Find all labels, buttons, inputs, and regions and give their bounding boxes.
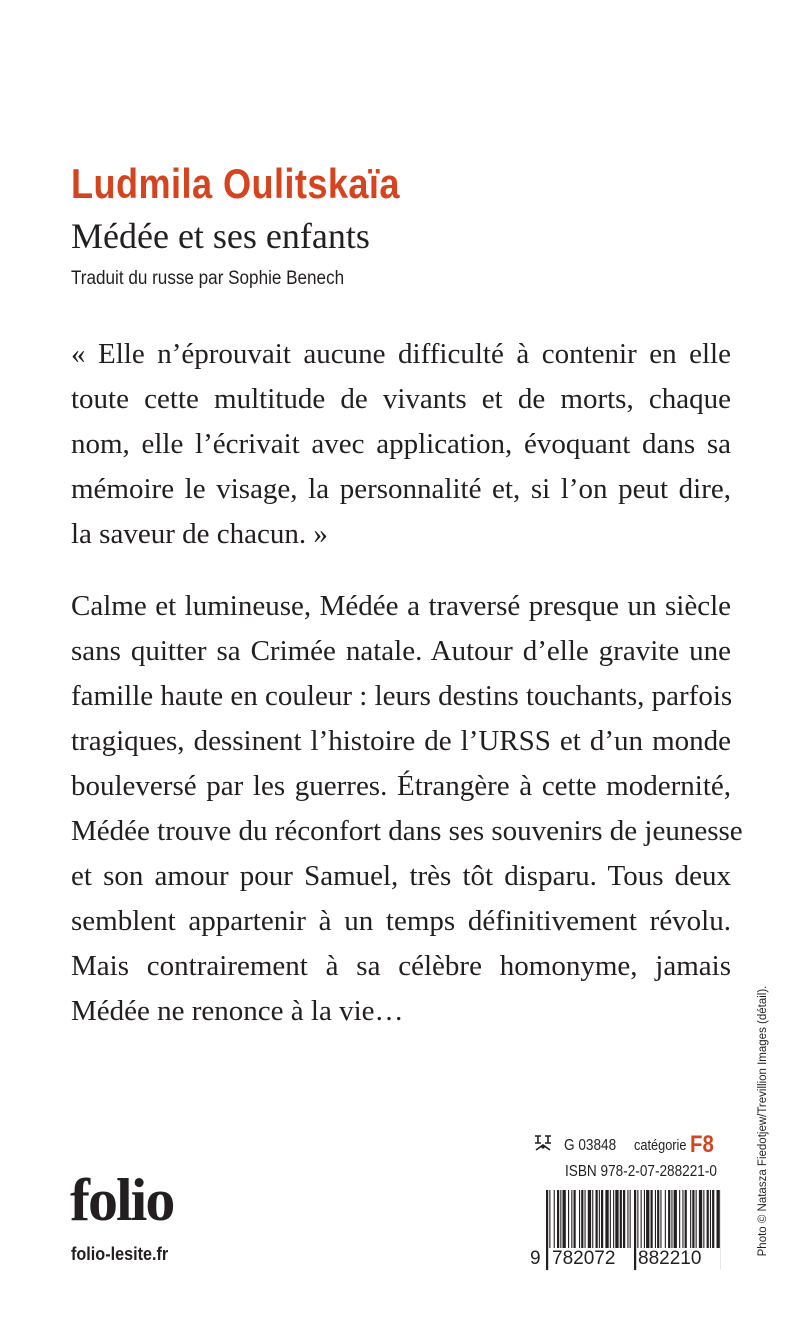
barcode-bar	[692, 1190, 694, 1248]
barcode-bar	[660, 1190, 661, 1248]
barcode-bar	[641, 1190, 642, 1248]
blurb-line: bouleversé par les guerres. Étrangère à cette modernité,	[71, 770, 731, 802]
barcode-bar	[699, 1190, 702, 1248]
blurb-line: et son amour pour Samuel, très tôt disparu. Tous deux	[71, 860, 731, 892]
barcode-bar	[549, 1190, 550, 1248]
barcode-digit-group: 882210	[638, 1248, 702, 1269]
publisher-website: folio-lesite.fr	[71, 1244, 169, 1264]
blurb-line: Médée trouve du réconfort dans ses souvenirs de jeunesse	[71, 815, 743, 847]
author-name: Ludmila Oulitskaïa	[71, 160, 400, 207]
barcode-bar	[657, 1190, 659, 1248]
barcode-bar	[592, 1190, 593, 1248]
barcode-bar	[671, 1190, 672, 1248]
barcode-bar	[579, 1190, 580, 1248]
quote-line: la saveur de chacun. »	[71, 518, 328, 550]
barcode-bar	[610, 1190, 611, 1248]
barcode-bar	[557, 1190, 559, 1248]
barcode-bar	[717, 1190, 720, 1248]
excerpt-quote	[71, 332, 731, 557]
barcode-bar	[646, 1190, 649, 1248]
barcode-bar	[571, 1190, 572, 1248]
barcode-bar	[707, 1190, 709, 1248]
barcode-bar	[630, 1190, 631, 1248]
barcode-bar	[568, 1190, 569, 1248]
barcode-bar	[554, 1190, 555, 1248]
blurb-line: semblent appartenir à un temps définitivement révolu.	[71, 905, 731, 937]
blurb-line: Mais contrairement à sa célèbre homonyme, jamais	[71, 950, 731, 982]
price-category: F8	[690, 1131, 714, 1158]
photo-credit: Photo © Natasza Fiedotjew/Trevillion Images (détail).	[757, 985, 769, 1257]
catalog-info	[530, 1130, 720, 1160]
blurb	[71, 584, 743, 1034]
barcode-bar	[588, 1190, 591, 1248]
barcode-bar	[560, 1190, 561, 1248]
folio-logo: folio	[70, 1167, 174, 1233]
catalog-code: G 03848	[564, 1137, 617, 1154]
blurb-line: sans quitter sa Crimée natale. Autour d’elle gravite une	[71, 635, 731, 667]
translator-credit: Traduit du russe par Sophie Benech	[71, 268, 345, 289]
barcode-bar	[623, 1190, 625, 1248]
barcode-digit-group: 782072	[552, 1248, 616, 1269]
barcode-bar	[679, 1190, 680, 1248]
category-label: catégorie	[634, 1137, 687, 1154]
quote-line: toute cette multitude de vivants et de morts, chaque	[71, 383, 731, 415]
barcode-bar	[703, 1190, 704, 1248]
barcode-bar	[665, 1190, 666, 1248]
barcode-bar	[668, 1190, 670, 1248]
barcode-bar	[712, 1190, 714, 1248]
barcode-bar	[651, 1190, 653, 1248]
barcode-bar	[601, 1190, 603, 1248]
barcode-bar	[637, 1190, 638, 1248]
blurb-line: tragiques, dessinent l’histoire de l’URSS et d’un monde	[71, 725, 731, 757]
blurb-line: Médée ne renonce à la vie…	[71, 995, 404, 1027]
barcode-bar	[690, 1190, 691, 1248]
barcode-bar	[655, 1190, 656, 1248]
barcode-bar	[599, 1190, 600, 1248]
barcode-bar	[620, 1190, 622, 1248]
barcode-bar	[585, 1190, 586, 1248]
barcode-bar	[605, 1190, 608, 1248]
barcode-bar	[596, 1190, 598, 1248]
barcode-bar	[581, 1190, 583, 1248]
photo-credit-container	[750, 970, 776, 1272]
barcode-bar	[685, 1190, 687, 1248]
barcode-bar	[615, 1190, 618, 1248]
quote-line: « Elle n’éprouvait aucune difficulté à contenir en elle	[71, 338, 731, 370]
barcode-bar	[644, 1190, 645, 1248]
barcode-digit-prefix: 9	[530, 1248, 541, 1269]
quote-line: mémoire le visage, la personnalité et, si l’on peut dire,	[71, 473, 731, 505]
barcode-bar	[563, 1190, 566, 1248]
quote-line: nom, elle l’écrivait avec application, évoquant dans sa	[71, 428, 731, 460]
isbn: ISBN 978-2-07-288221-0	[565, 1163, 717, 1180]
barcode-bar	[574, 1190, 576, 1248]
barcode-bar	[696, 1190, 697, 1248]
gallimard-logo-icon	[532, 1132, 554, 1154]
barcode-bar	[613, 1190, 614, 1248]
book-title: Médée et ses enfants	[71, 216, 370, 256]
barcode-digits	[530, 1248, 721, 1272]
barcode-bar	[682, 1190, 683, 1248]
blurb-line: famille haute en couleur : leurs destins touchants, parfois	[71, 680, 733, 712]
barcode-bar	[710, 1190, 711, 1248]
barcode-bar	[627, 1190, 628, 1248]
blurb-line: Calme et lumineuse, Médée a traversé presque un siècle	[71, 590, 731, 622]
barcode-bar	[674, 1190, 677, 1248]
